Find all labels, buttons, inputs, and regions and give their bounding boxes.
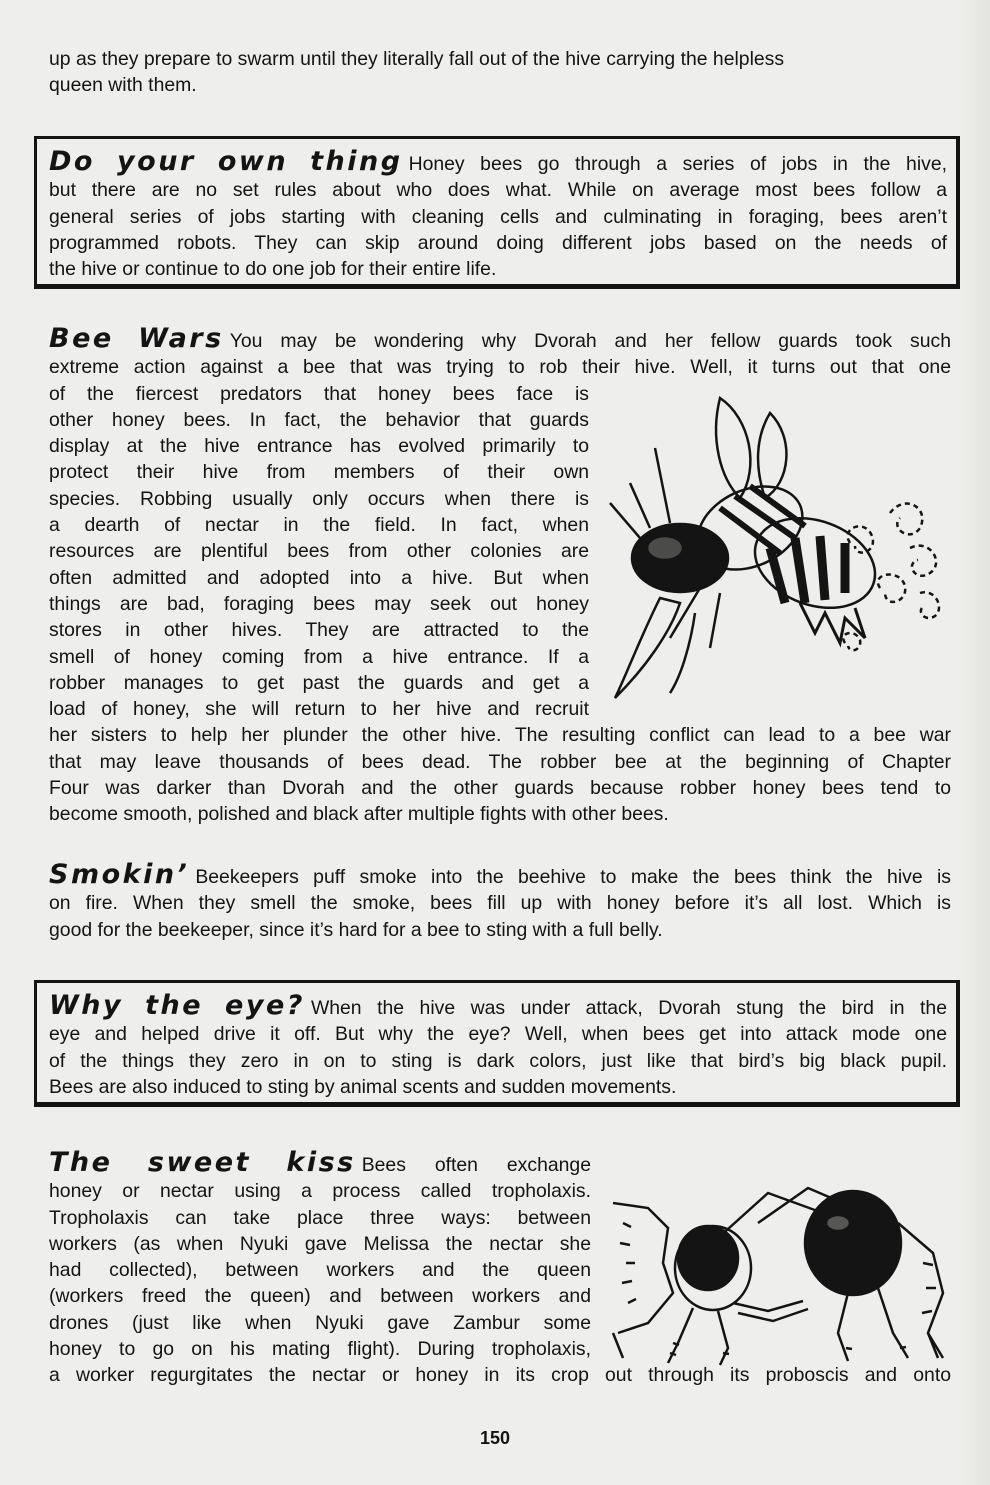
why-the-eye-box	[34, 980, 960, 1107]
sweet-kiss-line: honey to go on his mating flight). During tropholaxis,	[49, 1338, 591, 1361]
smokin-line: on fire. When they smell the smoke, bees fill up with honey before it’s all lost. Which is	[49, 892, 951, 915]
page-number: 150	[479, 1428, 511, 1448]
smokin-section	[49, 859, 951, 943]
why-eye-line: of the things they zero in on to sting is dark colors, just like that bird’s big black pupil.	[49, 1049, 947, 1072]
bee-wars-line: a dearth of nectar in the field. In fact, when	[49, 514, 589, 537]
smokin-line: Beekeepers puff smoke into the beehive to make the bees think the hive is	[195, 866, 951, 888]
own-thing-heading: Do your own thing	[49, 146, 403, 177]
bee-wing	[716, 398, 750, 498]
bee-wars-line: become smooth, polished and black after multiple fights with other bees.	[49, 803, 669, 826]
sweet-kiss-line: Bees often exchange	[361, 1154, 591, 1176]
bee-wing	[615, 598, 680, 698]
own-thing-line: the hive or continue to do one job for their entire life.	[49, 258, 497, 281]
own-thing-line: but there are no set rules about who does what. While on average most bees follow a	[49, 179, 947, 202]
bee-wars-heading: Bee Wars	[49, 323, 224, 354]
why-eye-line: eye and helped drive it off. But why the eye? Well, when bees get into attack mode one	[49, 1023, 947, 1046]
smokin-heading: Smokin’	[49, 859, 190, 890]
fighting-bees-illustration	[600, 388, 945, 708]
bee-wars-line: smell of honey coming from a hive entrance. If a	[49, 645, 589, 668]
bee-wars-line: extreme action against a bee that was trying to rob their hive. Well, it turns out that one	[49, 356, 951, 379]
bee-wars-line: robber manages to get past the guards and get a	[49, 671, 589, 694]
bee-wars-line: her sisters to help her plunder the other hive. The resulting conflict can lead to a bee war	[49, 724, 951, 747]
bee-wars-line: Four was darker than Dvorah and the other guards because robber honey bees tend to	[49, 777, 951, 800]
sweet-kiss-heading: The sweet kiss	[49, 1147, 356, 1178]
bee-wars-line: stores in other hives. They are attracted to the	[49, 619, 589, 642]
bee-wars-line: species. Robbing usually only occurs when there is	[49, 487, 589, 510]
intro-line: up as they prepare to swarm until they literally fall out of the hive carrying the helpless	[49, 48, 785, 70]
sweet-kiss-line: workers (as when Nyuki gave Melissa the nectar she	[49, 1232, 591, 1255]
bee-wars-line: things are bad, foraging bees may seek out honey	[49, 592, 589, 615]
why-eye-heading: Why the eye?	[49, 990, 305, 1021]
do-your-own-thing-box	[34, 136, 960, 289]
own-thing-line: general series of jobs starting with cleaning cells and culminating in foraging, bees aren’t	[49, 205, 947, 228]
intro-paragraph	[49, 46, 951, 99]
bee-wars-line: display at the hive entrance has evolved primarily to	[49, 435, 589, 458]
sweet-kiss-line: a worker regurgitates the nectar or honey in its crop out through its proboscis and onto	[49, 1364, 951, 1387]
sweet-kiss-line: honey or nectar using a process called tropholaxis.	[49, 1180, 591, 1203]
bees-kissing-illustration	[608, 1183, 948, 1368]
own-thing-paragraph	[49, 146, 947, 282]
sweet-kiss-line: (workers freed the queen) and between workers and	[49, 1285, 591, 1308]
bee-wars-line: of the fiercest predators that honey bees face is	[49, 382, 589, 405]
own-thing-line: Honey bees go through a series of jobs in the hive,	[408, 153, 947, 175]
own-thing-line: programmed robots. They can skip around doing different jobs based on the needs of	[49, 231, 947, 254]
why-eye-paragraph	[49, 990, 947, 1100]
bee-wars-line: other honey bees. In fact, the behavior that guards	[49, 408, 589, 431]
sweet-kiss-line: had collected), between workers and the queen	[49, 1259, 591, 1282]
bee-wars-line: that may leave thousands of bees dead. The robber bee at the beginning of Chapter	[49, 750, 951, 773]
bee-wars-line: resources are plentiful bees from other colonies are	[49, 540, 589, 563]
why-eye-line: Bees are also induced to sting by animal scents and sudden movements.	[49, 1075, 677, 1098]
page-edge-shadow	[960, 0, 990, 1485]
smokin-line: good for the beekeeper, since it’s hard for a bee to sting with a full belly.	[49, 918, 663, 941]
bee-wars-line: protect their hive from members of their own	[49, 461, 589, 484]
sweet-kiss-line: drones (just like when Nyuki gave Zambur some	[49, 1311, 591, 1334]
sweet-kiss-line: Tropholaxis can take place three ways: between	[49, 1206, 591, 1229]
intro-line: queen with them.	[49, 74, 197, 97]
bee-wars-line: often admitted and adopted into a hive. But when	[49, 566, 589, 589]
why-eye-line: When the hive was under attack, Dvorah stung the bird in the	[310, 997, 947, 1019]
bee-wars-line: You may be wondering why Dvorah and her fellow guards took such	[229, 330, 951, 352]
bee-wars-line: load of honey, she will return to her hive and recruit	[49, 698, 589, 721]
